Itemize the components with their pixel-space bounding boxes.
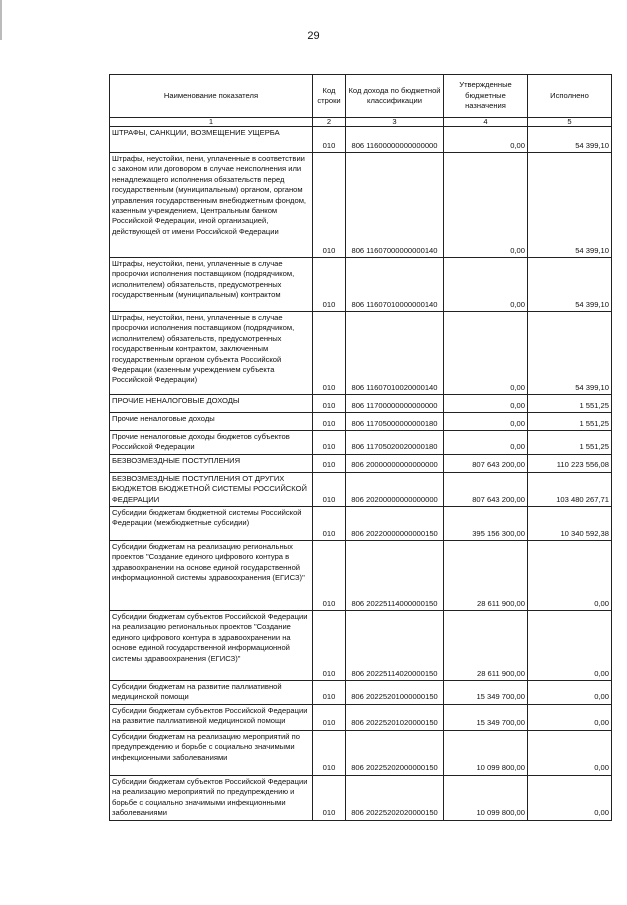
row-approved: 0,00 bbox=[444, 312, 528, 395]
row-executed: 0,00 bbox=[528, 681, 612, 705]
table-header-row bbox=[110, 75, 612, 118]
row-code: 010 bbox=[313, 730, 346, 775]
row-name: Субсидии бюджетам на развитие паллиативной медицинской помощи bbox=[110, 681, 313, 705]
row-name: Штрафы, неустойки, пени, уплаченные в случае просрочки исполнения поставщиком (подрядчиком, исполнителем) обязательств, предусмотренных государственным контрактом, заключенным государственным органом субъекта Российской Федерации (казенным учреждением субъекта Российской Федерации) bbox=[110, 312, 313, 395]
header-executed: Исполнено bbox=[528, 75, 612, 118]
table-row bbox=[110, 611, 612, 681]
row-approved: 28 611 900,00 bbox=[444, 541, 528, 611]
column-number: 1 bbox=[110, 118, 313, 127]
table-row bbox=[110, 541, 612, 611]
row-name: БЕЗВОЗМЕЗДНЫЕ ПОСТУПЛЕНИЯ ОТ ДРУГИХ БЮДЖЕТОВ БЮДЖЕТНОЙ СИСТЕМЫ РОССИЙСКОЙ ФЕДЕРАЦИИ bbox=[110, 472, 313, 506]
row-executed: 0,00 bbox=[528, 704, 612, 730]
table-row bbox=[110, 507, 612, 541]
column-number: 5 bbox=[528, 118, 612, 127]
row-code: 010 bbox=[313, 704, 346, 730]
table-row bbox=[110, 127, 612, 153]
row-code: 010 bbox=[313, 258, 346, 312]
column-number: 3 bbox=[346, 118, 444, 127]
table-row bbox=[110, 704, 612, 730]
row-code: 010 bbox=[313, 431, 346, 455]
row-kbk: 806 11705020020000180 bbox=[346, 431, 444, 455]
column-number: 4 bbox=[444, 118, 528, 127]
row-executed: 0,00 bbox=[528, 730, 612, 775]
row-kbk: 806 20225114000000150 bbox=[346, 541, 444, 611]
row-kbk: 806 11600000000000000 bbox=[346, 127, 444, 153]
row-name: Штрафы, неустойки, пени, уплаченные в соответствии с законом или договором в случае неисполнения или ненадлежащего исполнения обязательств перед государственным (муниципальным) органом, органом управления государственным внебюджетным фондом, казенным учреждением, Центральным банком Российской Федерации, иной организацией, действующей от имени Российской Федерации bbox=[110, 153, 313, 258]
row-executed: 0,00 bbox=[528, 541, 612, 611]
row-kbk: 806 11607010000000140 bbox=[346, 258, 444, 312]
header-name: Наименование показателя bbox=[110, 75, 313, 118]
row-approved: 807 643 200,00 bbox=[444, 472, 528, 506]
table-body bbox=[110, 127, 612, 821]
row-code: 010 bbox=[313, 541, 346, 611]
row-executed: 54 399,10 bbox=[528, 153, 612, 258]
row-kbk: 806 20225201000000150 bbox=[346, 681, 444, 705]
row-name: Субсидии бюджетам субъектов Российской Федерации на реализацию региональных проектов "Создание единого цифрового контура в здравоохранении на основе единой государственной информационной системы здравоохранения (ЕГИСЗ)" bbox=[110, 611, 313, 681]
row-code: 010 bbox=[313, 312, 346, 395]
row-kbk: 806 11705000000000180 bbox=[346, 413, 444, 431]
row-approved: 807 643 200,00 bbox=[444, 454, 528, 472]
row-name: ШТРАФЫ, САНКЦИИ, ВОЗМЕЩЕНИЕ УЩЕРБА bbox=[110, 127, 313, 153]
row-name: Субсидии бюджетам субъектов Российской Федерации на развитие паллиативной медицинской помощи bbox=[110, 704, 313, 730]
row-code: 010 bbox=[313, 413, 346, 431]
row-code: 010 bbox=[313, 507, 346, 541]
row-executed: 10 340 592,38 bbox=[528, 507, 612, 541]
row-approved: 395 156 300,00 bbox=[444, 507, 528, 541]
header-kbk: Код дохода по бюджетной классификации bbox=[346, 75, 444, 118]
income-report-table bbox=[109, 74, 612, 821]
table-row bbox=[110, 258, 612, 312]
row-name: БЕЗВОЗМЕЗДНЫЕ ПОСТУПЛЕНИЯ bbox=[110, 454, 313, 472]
row-name: Прочие неналоговые доходы бюджетов субъектов Российской Федерации bbox=[110, 431, 313, 455]
table-row bbox=[110, 431, 612, 455]
row-name: ПРОЧИЕ НЕНАЛОГОВЫЕ ДОХОДЫ bbox=[110, 395, 313, 413]
row-kbk: 806 20220000000000150 bbox=[346, 507, 444, 541]
column-numbers-row bbox=[110, 118, 612, 127]
row-name: Субсидии бюджетам на реализацию региональных проектов "Создание единого цифрового контура в здравоохранении на основе единой государственной информационной системы здравоохранения (ЕГИСЗ)" bbox=[110, 541, 313, 611]
row-code: 010 bbox=[313, 127, 346, 153]
header-approved: Утвержденные бюджетные назначения bbox=[444, 75, 528, 118]
row-kbk: 806 11607000000000140 bbox=[346, 153, 444, 258]
row-approved: 28 611 900,00 bbox=[444, 611, 528, 681]
row-executed: 1 551,25 bbox=[528, 431, 612, 455]
row-approved: 15 349 700,00 bbox=[444, 681, 528, 705]
row-executed: 103 480 267,71 bbox=[528, 472, 612, 506]
row-executed: 1 551,25 bbox=[528, 413, 612, 431]
column-number: 2 bbox=[313, 118, 346, 127]
row-approved: 10 099 800,00 bbox=[444, 730, 528, 775]
row-approved: 0,00 bbox=[444, 258, 528, 312]
row-code: 010 bbox=[313, 472, 346, 506]
row-code: 010 bbox=[313, 153, 346, 258]
row-approved: 0,00 bbox=[444, 431, 528, 455]
row-approved: 10 099 800,00 bbox=[444, 775, 528, 820]
row-code: 010 bbox=[313, 775, 346, 820]
table-row bbox=[110, 413, 612, 431]
row-approved: 0,00 bbox=[444, 395, 528, 413]
row-code: 010 bbox=[313, 395, 346, 413]
row-executed: 0,00 bbox=[528, 775, 612, 820]
row-name: Субсидии бюджетам на реализацию мероприятий по предупреждению и борьбе с социально значимыми инфекционными заболеваниями bbox=[110, 730, 313, 775]
table-row bbox=[110, 775, 612, 820]
table-row bbox=[110, 454, 612, 472]
row-executed: 110 223 556,08 bbox=[528, 454, 612, 472]
row-executed: 0,00 bbox=[528, 611, 612, 681]
row-executed: 1 551,25 bbox=[528, 395, 612, 413]
row-kbk: 806 20000000000000000 bbox=[346, 454, 444, 472]
row-name: Штрафы, неустойки, пени, уплаченные в случае просрочки исполнения поставщиком (подрядчиком, исполнителем) обязательств, предусмотренных государственным (муниципальным) контрактом bbox=[110, 258, 313, 312]
row-executed: 54 399,10 bbox=[528, 127, 612, 153]
row-code: 010 bbox=[313, 611, 346, 681]
row-kbk: 806 20225114020000150 bbox=[346, 611, 444, 681]
row-name: Субсидии бюджетам субъектов Российской Федерации на реализацию мероприятий по предупреждению и борьбе с социально значимыми инфекционными заболеваниями bbox=[110, 775, 313, 820]
page-number: 29 bbox=[307, 30, 320, 42]
row-approved: 0,00 bbox=[444, 413, 528, 431]
table-row bbox=[110, 472, 612, 506]
row-kbk: 806 11607010020000140 bbox=[346, 312, 444, 395]
table-row bbox=[110, 312, 612, 395]
row-name: Субсидии бюджетам бюджетной системы Российской Федерации (межбюджетные субсидии) bbox=[110, 507, 313, 541]
row-name: Прочие неналоговые доходы bbox=[110, 413, 313, 431]
row-kbk: 806 20200000000000000 bbox=[346, 472, 444, 506]
row-executed: 54 399,10 bbox=[528, 258, 612, 312]
table-row bbox=[110, 395, 612, 413]
row-approved: 0,00 bbox=[444, 153, 528, 258]
row-approved: 0,00 bbox=[444, 127, 528, 153]
row-code: 010 bbox=[313, 681, 346, 705]
row-approved: 15 349 700,00 bbox=[444, 704, 528, 730]
table-row bbox=[110, 730, 612, 775]
row-kbk: 806 20225202020000150 bbox=[346, 775, 444, 820]
row-code: 010 bbox=[313, 454, 346, 472]
header-code: Код строки bbox=[313, 75, 346, 118]
row-kbk: 806 11700000000000000 bbox=[346, 395, 444, 413]
row-kbk: 806 20225202000000150 bbox=[346, 730, 444, 775]
table-row bbox=[110, 153, 612, 258]
row-kbk: 806 20225201020000150 bbox=[346, 704, 444, 730]
table-row bbox=[110, 681, 612, 705]
row-executed: 54 399,10 bbox=[528, 312, 612, 395]
